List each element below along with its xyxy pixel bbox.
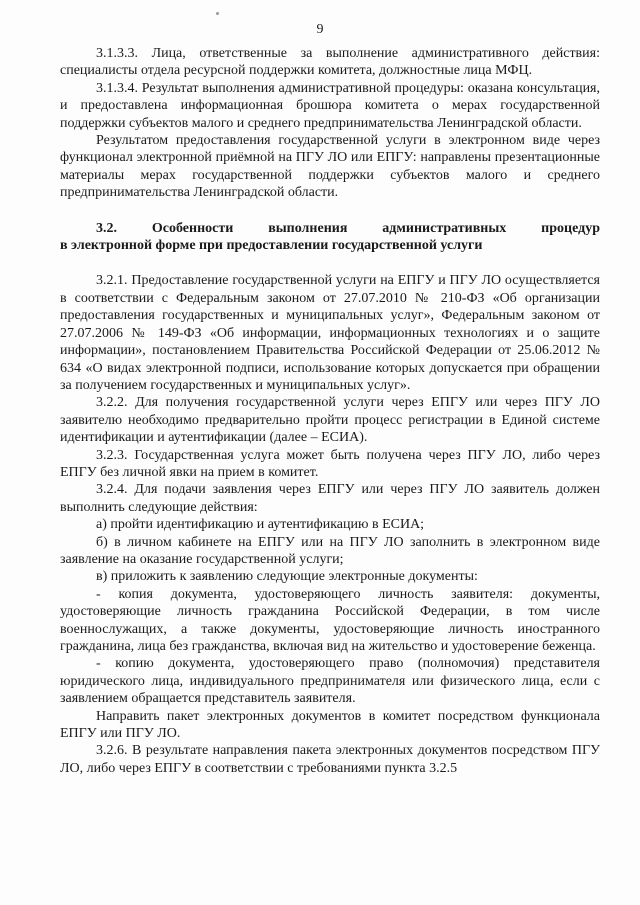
list-item-dash-authority: - копию документа, удостоверяющего право (полномочия) представителя юридического лица, индивидуального предпринимателя или физического лица, если с заявлением обращается представитель заявителя. — [60, 656, 600, 707]
heading-word: административных — [382, 220, 507, 236]
document-body — [60, 45, 600, 777]
paragraph-send-package: Направить пакет электронных документов в комитет посредством функционала ЕПГУ или ПГУ ЛО. — [60, 708, 600, 742]
paragraph-3-2-3: 3.2.3. Государственная услуга может быть получена через ПГУ ЛО, либо через ЕПГУ без личной явки на прием в комитет. — [60, 447, 600, 480]
paragraph-electronic-result: Результатом предоставления государственной услуги в электронном виде через функционал электронной приёмной на ПГУ ЛО или ЕПГУ: направлены презентационные материалы мерах государственной поддержки субъектов малого и среднего предпринимательства Ленинградской области. — [60, 133, 600, 201]
scan-artifact — [216, 12, 219, 15]
section-heading-line2: в электронной форме при предоставлении государственной услуги — [60, 238, 483, 254]
list-item-b: б) в личном кабинете на ЕПГУ или на ПГУ ЛО заполнить в электронном виде заявление на оказание государственной услуги; — [60, 534, 600, 567]
paragraph-3-2-2: 3.2.2. Для получения государственной услуги через ЕПГУ или через ПГУ ЛО заявителю необходимо предварительно пройти процесс регистрации в Единой системе идентификации и аутентификации (далее – ЕСИА). — [60, 395, 600, 446]
list-item-a: а) пройти идентификацию и аутентификацию в ЕСИА; — [96, 517, 425, 533]
paragraph-3-2-6: 3.2.6. В результате направления пакета электронных документов посредством ПГУ ЛО, либо через ЕПГУ в соответствии с требованиями пункта 3.2.5 — [60, 743, 600, 776]
page-number: 9 — [316, 22, 324, 37]
paragraph-3-2-1: 3.2.1. Предоставление государственной услуги на ЕПГУ и ПГУ ЛО осуществляется в соответствии с Федеральным законом от 27.07.2010 № 210-ФЗ «Об организации предоставления государственных и муниципальных услуг», Федеральным законом от 27.07.2006 № 149-ФЗ «Об информации, информационных технологиях и о защите информации», постановлением Правительства Российской Федерации от 25.06.2012 № 634 «О видах электронной подписи, использование которых допускается при обращении за получением государственных и муниципальных услуг». — [60, 273, 600, 393]
paragraph-3-1-3-4: 3.1.3.4. Результат выполнения административной процедуры: оказана консультация, и предоставлена информационная брошюра комитета о мерах государственной поддержки субъектов малого и среднего предпринимательства Ленинградской области. — [60, 80, 600, 131]
section-number: 3.2. — [96, 220, 117, 236]
heading-word: выполнения — [268, 220, 348, 236]
list-item-dash-identity: - копия документа, удостоверяющего личность заявителя: документы, удостоверяющие личность гражданина Российской Федерации, в том числе военнослужащих, а также документы, удостоверяющие личность иностранного гражданина, лица без гражданства, включая вид на жительство и удостоверение беженца. — [60, 586, 600, 654]
list-item-v: в) приложить к заявлению следующие электронные документы: — [96, 569, 478, 585]
paragraph-3-1-3-3: 3.1.3.3. Лица, ответственные за выполнение административного действия: специалисты отдела ресурсной поддержки комитета, должностные лица МФЦ. — [60, 46, 600, 79]
heading-word: процедур — [541, 220, 600, 236]
heading-word: Особенности — [151, 220, 234, 236]
section-heading-line1 — [60, 220, 600, 237]
paragraph-3-2-4: 3.2.4. Для подачи заявления через ЕПГУ или через ПГУ ЛО заявитель должен выполнить следующие действия: — [60, 482, 600, 515]
